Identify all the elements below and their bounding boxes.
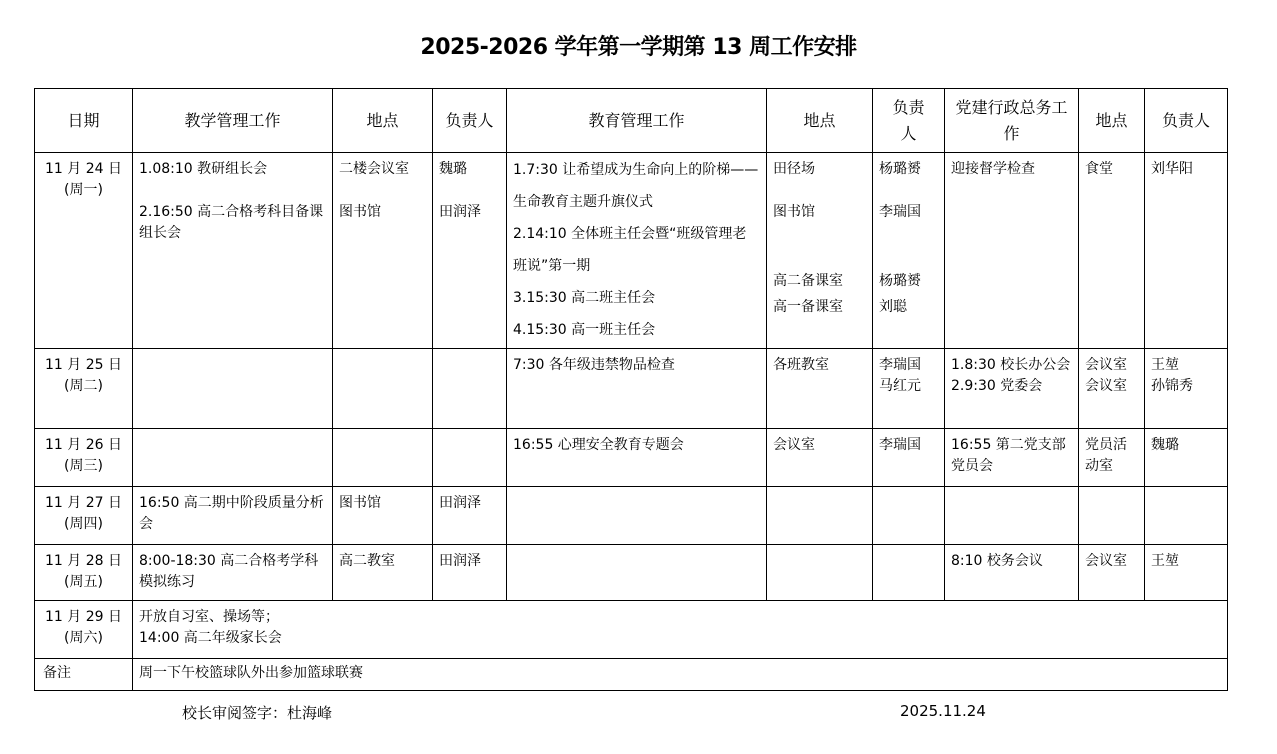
- party-cell: [945, 545, 1079, 601]
- date: 11 月 27 日: [45, 495, 122, 511]
- date: 11 月 25 日: [45, 357, 122, 373]
- party-cell: [945, 349, 1079, 429]
- merged-item: 开放自习室、操场等；: [139, 609, 279, 625]
- saturday-merged-cell: [133, 601, 1228, 659]
- weekday: (周一): [64, 182, 103, 198]
- table-row: [35, 487, 1228, 545]
- education-item: 7:30 各年级违禁物品检查: [513, 357, 675, 373]
- header-education: 教育管理工作: [507, 89, 767, 153]
- education-item: 1.7:30 让希望成为生命向上的阶梯——生命教育主题升旗仪式: [513, 162, 759, 210]
- place-item: 会议室: [1085, 553, 1127, 569]
- teaching-item: 1.08:10 教研组长会: [139, 161, 268, 177]
- weekday: (周二): [64, 378, 103, 394]
- place-item: 高一备课室: [773, 299, 843, 315]
- place1-cell: [333, 487, 433, 545]
- place-item: 会议室: [1085, 378, 1127, 394]
- education-cell: [507, 429, 767, 487]
- table-row: [35, 601, 1228, 659]
- place-item: 高二备课室: [773, 273, 843, 289]
- table-row: [35, 429, 1228, 487]
- party-item: 8:10 校务会议: [951, 553, 1043, 569]
- teaching-cell: [133, 545, 333, 601]
- owner3-cell: [1145, 487, 1228, 545]
- party-cell: [945, 429, 1079, 487]
- header-teaching: 教学管理工作: [133, 89, 333, 153]
- date-cell: [35, 349, 133, 429]
- owner2-cell: [873, 429, 945, 487]
- date: 11 月 26 日: [45, 437, 122, 453]
- place-item: 高二教室: [339, 553, 395, 569]
- party-item: 迎接督学检查: [951, 161, 1035, 177]
- date-cell: [35, 545, 133, 601]
- party-cell: [945, 153, 1079, 349]
- header-owner2: 负责人: [873, 89, 945, 153]
- schedule-table: [34, 88, 1228, 691]
- owner-item: 李瑞国: [879, 437, 921, 453]
- header-place3: 地点: [1079, 89, 1145, 153]
- teaching-cell: [133, 153, 333, 349]
- place-item: 田径场: [773, 161, 815, 177]
- place-item: 各班教室: [773, 357, 829, 373]
- place1-cell: [333, 429, 433, 487]
- date-cell: [35, 601, 133, 659]
- remarks-label: 备注: [35, 659, 133, 691]
- owner2-cell: [873, 545, 945, 601]
- owner-item: 刘华阳: [1151, 161, 1193, 177]
- table-row: [35, 545, 1228, 601]
- header-date: 日期: [35, 89, 133, 153]
- party-item: 1.8:30 校长办公会: [951, 357, 1071, 373]
- owner-item: 孙锦秀: [1151, 378, 1193, 394]
- place-item: 党员活动室: [1085, 437, 1127, 474]
- principal-signature: 校长审阅签字：杜海峰: [182, 704, 333, 722]
- header-owner3: 负责人: [1145, 89, 1228, 153]
- owner-item: 魏璐: [1151, 437, 1179, 453]
- place2-cell: [767, 349, 873, 429]
- place3-cell: [1079, 429, 1145, 487]
- education-item: 3.15:30 高二班主任会: [513, 290, 656, 306]
- owner1-cell: [433, 429, 507, 487]
- table-row: [35, 153, 1228, 349]
- place-item: 图书馆: [339, 495, 381, 511]
- teaching-cell: [133, 429, 333, 487]
- owner-item: 杨璐赟: [879, 273, 921, 289]
- place2-cell: [767, 429, 873, 487]
- owner3-cell: [1145, 429, 1228, 487]
- teaching-item: 8:00-18:30 高二合格考学科模拟练习: [139, 553, 319, 590]
- place-item: 会议室: [773, 437, 815, 453]
- party-cell: [945, 487, 1079, 545]
- weekday: (周五): [64, 574, 103, 590]
- weekday: (周四): [64, 516, 103, 532]
- owner-item: 田润泽: [439, 495, 481, 511]
- owner1-cell: [433, 349, 507, 429]
- owner2-cell: [873, 487, 945, 545]
- header-owner1: 负责人: [433, 89, 507, 153]
- education-item: 4.15:30 高一班主任会: [513, 322, 656, 338]
- teaching-cell: [133, 487, 333, 545]
- date: 11 月 29 日: [45, 609, 122, 625]
- owner2-cell: [873, 153, 945, 349]
- owner3-cell: [1145, 349, 1228, 429]
- date: 11 月 28 日: [45, 553, 122, 569]
- owner-item: 田润泽: [439, 204, 481, 220]
- place3-cell: [1079, 487, 1145, 545]
- owner-item: 田润泽: [439, 553, 481, 569]
- place2-cell: [767, 153, 873, 349]
- weekday: (周三): [64, 458, 103, 474]
- date: 11 月 24 日: [45, 161, 122, 177]
- merged-item: 14:00 高二年级家长会: [139, 630, 282, 646]
- owner1-cell: [433, 545, 507, 601]
- date-cell: [35, 429, 133, 487]
- place-item: 图书馆: [339, 204, 381, 220]
- education-item: 16:55 心理安全教育专题会: [513, 437, 684, 453]
- owner-item: 刘聪: [879, 299, 907, 315]
- place1-cell: [333, 545, 433, 601]
- owner3-cell: [1145, 153, 1228, 349]
- owner-item: 王堃: [1151, 357, 1179, 373]
- owner1-cell: [433, 153, 507, 349]
- table-row: [35, 349, 1228, 429]
- teaching-cell: [133, 349, 333, 429]
- owner3-cell: [1145, 545, 1228, 601]
- place3-cell: [1079, 153, 1145, 349]
- education-item: 2.14:10 全体班主任会暨“班级管理老班说”第一期: [513, 226, 747, 274]
- place2-cell: [767, 487, 873, 545]
- education-cell: [507, 487, 767, 545]
- place-item: 食堂: [1085, 161, 1113, 177]
- teaching-item: 16:50 高二期中阶段质量分析会: [139, 495, 324, 532]
- owner-item: 李瑞国: [879, 204, 921, 220]
- place3-cell: [1079, 545, 1145, 601]
- owner-item: 杨璐赟: [879, 161, 921, 177]
- place1-cell: [333, 349, 433, 429]
- place-item: 二楼会议室: [339, 161, 409, 177]
- education-cell: [507, 349, 767, 429]
- education-cell: [507, 545, 767, 601]
- date-cell: [35, 487, 133, 545]
- place3-cell: [1079, 349, 1145, 429]
- owner-item: 魏璐: [439, 161, 467, 177]
- party-item: 16:55 第二党支部党员会: [951, 437, 1066, 474]
- owner-item: 李瑞国: [879, 357, 921, 373]
- place-item: 图书馆: [773, 204, 815, 220]
- place-item: 会议室: [1085, 357, 1127, 373]
- place1-cell: [333, 153, 433, 349]
- page-title: 2025-2026 学年第一学期第 13 周工作安排: [420, 35, 857, 60]
- party-item: 2.9:30 党委会: [951, 378, 1043, 394]
- owner-item: 马红元: [879, 378, 921, 394]
- place2-cell: [767, 545, 873, 601]
- owner-item: 王堃: [1151, 553, 1179, 569]
- education-cell: [507, 153, 767, 349]
- header-party: 党建行政总务工作: [945, 89, 1079, 153]
- header-row: [35, 89, 1228, 153]
- footer-date: 2025.11.24: [900, 702, 986, 720]
- header-place2: 地点: [767, 89, 873, 153]
- header-place1: 地点: [333, 89, 433, 153]
- remarks-text: 周一下午校篮球队外出参加篮球联赛: [133, 659, 1228, 691]
- weekday: (周六): [64, 630, 103, 646]
- owner1-cell: [433, 487, 507, 545]
- teaching-item: 2.16:50 高二合格考科目备课组长会: [139, 204, 324, 241]
- remarks-row: [35, 659, 1228, 691]
- date-cell: [35, 153, 133, 349]
- owner2-cell: [873, 349, 945, 429]
